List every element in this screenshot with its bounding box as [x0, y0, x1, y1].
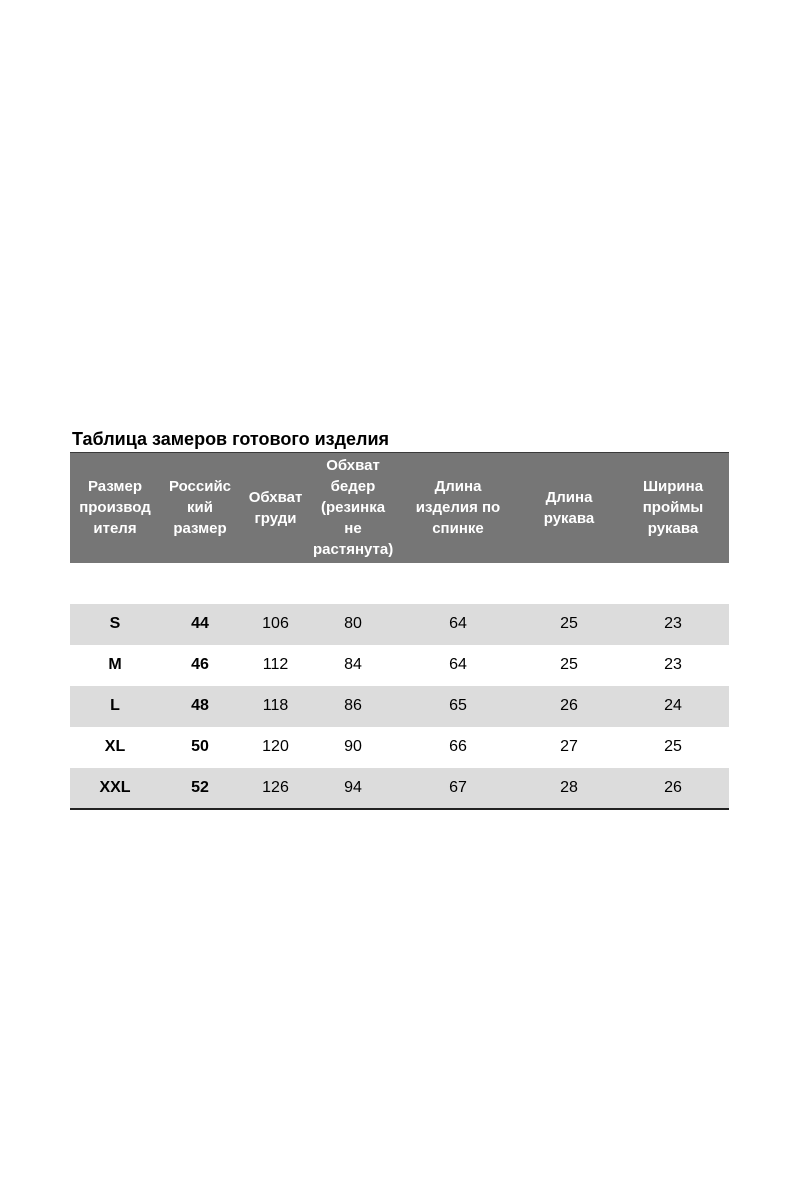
- cell-chest: 112: [240, 645, 311, 686]
- cell-manufacturer-size: S: [70, 604, 160, 645]
- cell-back-length: 67: [395, 768, 521, 809]
- header-armhole-width: Ширина проймы рукава: [617, 453, 729, 563]
- cell-chest: 126: [240, 768, 311, 809]
- table-row: [70, 604, 729, 645]
- header-russian-size: Российс кий размер: [160, 453, 240, 563]
- cell-sleeve-length: 27: [521, 727, 617, 768]
- cell-armhole-width: 26: [617, 768, 729, 809]
- table-row: [70, 686, 729, 727]
- cell-russian-size: 52: [160, 768, 240, 809]
- cell-armhole-width: 23: [617, 604, 729, 645]
- cell-manufacturer-size: M: [70, 645, 160, 686]
- cell-hips: 94: [311, 768, 395, 809]
- cell-russian-size: 50: [160, 727, 240, 768]
- table-row: [70, 645, 729, 686]
- cell-russian-size: 48: [160, 686, 240, 727]
- header-row: [70, 453, 729, 563]
- header-sleeve-length: Длина рукава: [521, 453, 617, 563]
- header-manufacturer-size: Размер производ ителя: [70, 453, 160, 563]
- cell-manufacturer-size: XXL: [70, 768, 160, 809]
- cell-chest: 118: [240, 686, 311, 727]
- cell-manufacturer-size: XL: [70, 727, 160, 768]
- cell-russian-size: 44: [160, 604, 240, 645]
- cell-armhole-width: 23: [617, 645, 729, 686]
- cell-chest: 106: [240, 604, 311, 645]
- header-back-length: Длина изделия по спинке: [395, 453, 521, 563]
- cell-manufacturer-size: L: [70, 686, 160, 727]
- cell-armhole-width: 24: [617, 686, 729, 727]
- cell-sleeve-length: 25: [521, 645, 617, 686]
- spacer-cell: [70, 563, 729, 604]
- cell-russian-size: 46: [160, 645, 240, 686]
- cell-hips: 90: [311, 727, 395, 768]
- header-hips: Обхват бедер (резинка не растянута): [311, 453, 395, 563]
- table-title: Таблица замеров готового изделия: [72, 429, 390, 449]
- header-spacer: [70, 563, 729, 604]
- cell-back-length: 66: [395, 727, 521, 768]
- cell-sleeve-length: 28: [521, 768, 617, 809]
- cell-back-length: 64: [395, 645, 521, 686]
- cell-hips: 80: [311, 604, 395, 645]
- cell-sleeve-length: 26: [521, 686, 617, 727]
- cell-hips: 86: [311, 686, 395, 727]
- cell-back-length: 64: [395, 604, 521, 645]
- table-row: [70, 768, 729, 809]
- cell-back-length: 65: [395, 686, 521, 727]
- cell-sleeve-length: 25: [521, 604, 617, 645]
- table-row: [70, 727, 729, 768]
- cell-armhole-width: 25: [617, 727, 729, 768]
- cell-hips: 84: [311, 645, 395, 686]
- cell-chest: 120: [240, 727, 311, 768]
- size-chart-table: [70, 452, 729, 810]
- header-chest: Обхват груди: [240, 453, 311, 563]
